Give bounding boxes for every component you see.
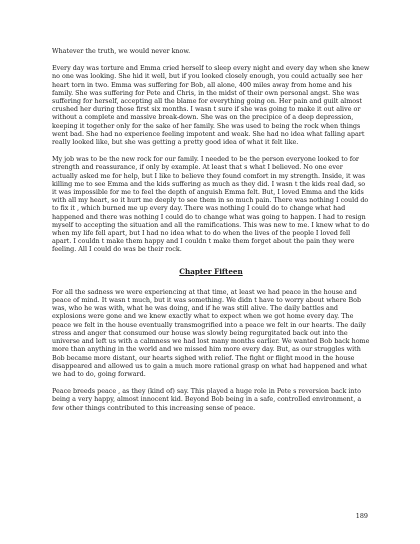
page-number: 189: [355, 512, 368, 520]
book-page: [52, 47, 370, 421]
paragraph-new-rock: My job was to be the new rock for our family. I needed to be the person everyone looked to for strength and reassurance, if only by example. At least that s what I believed. No one ever actually asked me for help, but I like to believe they found comfort in my strength. Inside, it was killing me to see Emma and the kids suffering as much as they did. I wasn t the kids real dad, so it was impossible for me to feel the depth of anguish Emma felt. But, I loved Emma and the kids with all my heart, so it hurt me deeply to see them in so much pain. There was nothing I could do to fix it , which burned me up every day. There was nothing I could do to change what had happened and there was nothing I could do to change what was going to happen. I had to resign myself to accepting the situation and all the ramifications. This was new to me. I knew what to do when my life fell apart, but I had no idea what to do when the lives of the people I loved fell apart. I couldn t make them happy and I couldn t make them forget about the pain they were feeling. All I could do was be their rock.: [52, 155, 370, 254]
chapter-title: Chapter Fifteen: [179, 266, 243, 276]
paragraph-peace-in-house: For all the sadness we were experiencing at that time, at least we had peace in the house and peace of mind. It wasn t much, but it was something. We didn t have to worry about where Bob was, who he was with, what he was doing, and if he was still alive. The daily battles and explosions were gone and we knew exactly what to expect when we got home every day. The peace we felt in the house eventually transmogrified into a peace we felt in our hearts. The daily stress and anger that consumed our house was slowly being regurgitated back out into the universe and left us with a calmness we had lost many months earlier. We wanted Bob back home more than anything in the world and we missed him more every day. But, as our struggles with Bob became more distant, our hearts sighed with relief. The fight or flight mood in the house disappeared and allowed us to gain a much more rational grasp on what had happened and what we had to do, going forward.: [52, 287, 370, 378]
paragraph-opening: Whatever the truth, we would never know.: [52, 47, 191, 55]
paragraph-peace-breeds-peace: Peace breeds peace , as they (kind of) say. This played a huge role in Pete s reversion back into being a very happy, almost innocent kid. Beyond Bob being in a safe, controlled environment, a few other things contributed to this increasing sense of peace.: [52, 387, 362, 412]
paragraph-emma-suffering: Every day was torture and Emma cried herself to sleep every night and every day when she knew no one was looking. She hid it well, but if you looked closely enough, you could actually see her heart torn in two. Emma was suffering for Bob, all alone, 400 miles away from home and his family. She was suffering for Pete and Chris, in the midst of their own personal angst. She was suffering for herself, accepting all the blame for everything going on. Her pain and guilt almost crushed her during those first six months. I wasn t sure if she was going to make it out alive or without a complete and massive break-down. She was on the precipice of a deep depression, keeping it together only for the sake of her family. She was used to being the rock when things went bad. She had no experience feeling impotent and weak. She had no idea what falling apart really looked like, but she was getting a pretty good idea of what it felt like.: [52, 64, 370, 147]
